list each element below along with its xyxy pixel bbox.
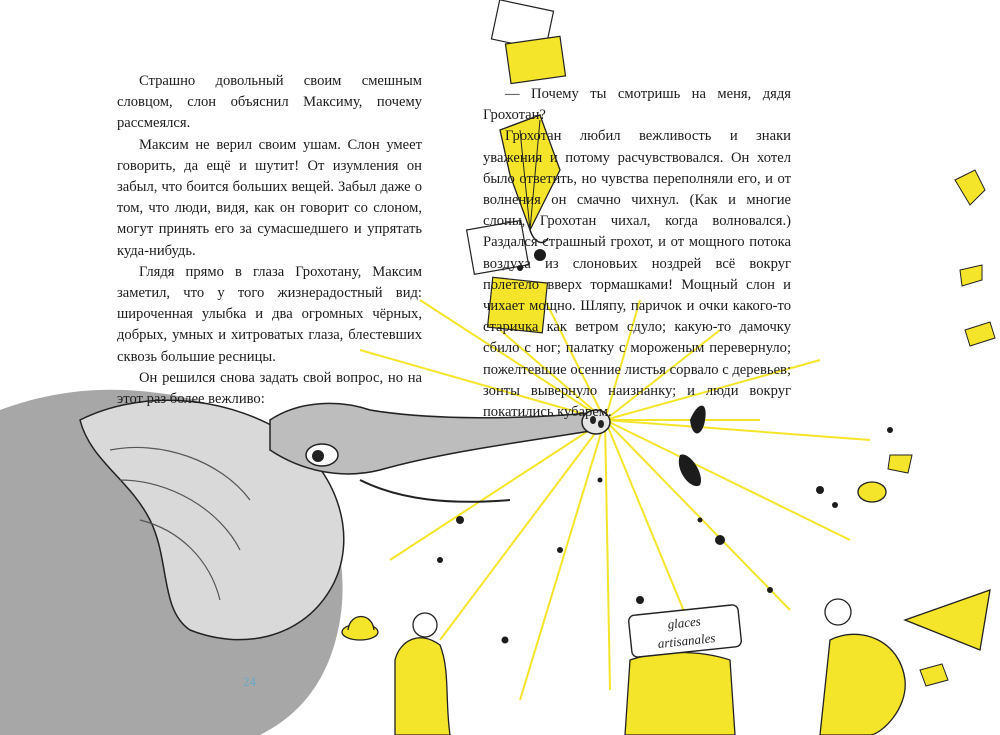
stall-sign-line1: glaces bbox=[666, 613, 702, 632]
paragraph: Максим не верил своим ушам. Слон умеет говорить, да ещё и шутит! От изумления он забыл, что боится больших вещей. Забыл даже о том, что люди, видя, как он говорит со слоном, могут принять его за сумасшедшего и упрятать куда-нибудь. bbox=[117, 136, 422, 259]
stall-sign-line2: artisanales bbox=[657, 630, 717, 652]
paragraph: — Почему ты смотришь на меня, дядя Грохотан? bbox=[483, 86, 791, 124]
paragraph: Грохотан любил вежливость и знаки уважения и потому расчувствовался. Он хотел было ответить, но чувства переполняли его, и от волнения он смачно чихнул. (Как и многие слоны, Грохотан чихал, когда волновался.) Раздался страшный грохот, и от мощного потока воздуха из слоновьих ноздрей всё вокруг полетело вверх тормашками! Мощный слон и чихает мощно. Шляпу, паричок и очки какого-то старичка как ветром сдуло; какую-то дамочку сбило с ног; палатку с мороженым перевернуло; пожелтевшие осенние листья сорвало с деревьев; зонты вывернуло наизнанку; и люди вокруг покатились кубарем. bbox=[483, 128, 792, 421]
right-text-column bbox=[483, 84, 791, 423]
paragraph: Глядя прямо в глаза Грохотану, Максим заметил, что у того жизнерадостный вид: широченная улыбка и два огромных чёрных, добрых, умных и хитроватых глаза, блестевших сквозь большие ресницы. bbox=[117, 263, 422, 365]
left-text-column bbox=[117, 71, 422, 410]
elephant bbox=[0, 390, 610, 735]
ice-cream-stall bbox=[625, 604, 742, 735]
paragraph: Он решился снова задать свой вопрос, но на этот раз более вежливо: bbox=[117, 369, 422, 408]
paragraph: Страшно довольный своим смешным словцом, слон объяснил Максиму, почему рассмеялся. bbox=[117, 73, 422, 132]
page-number: 24 bbox=[243, 674, 256, 689]
